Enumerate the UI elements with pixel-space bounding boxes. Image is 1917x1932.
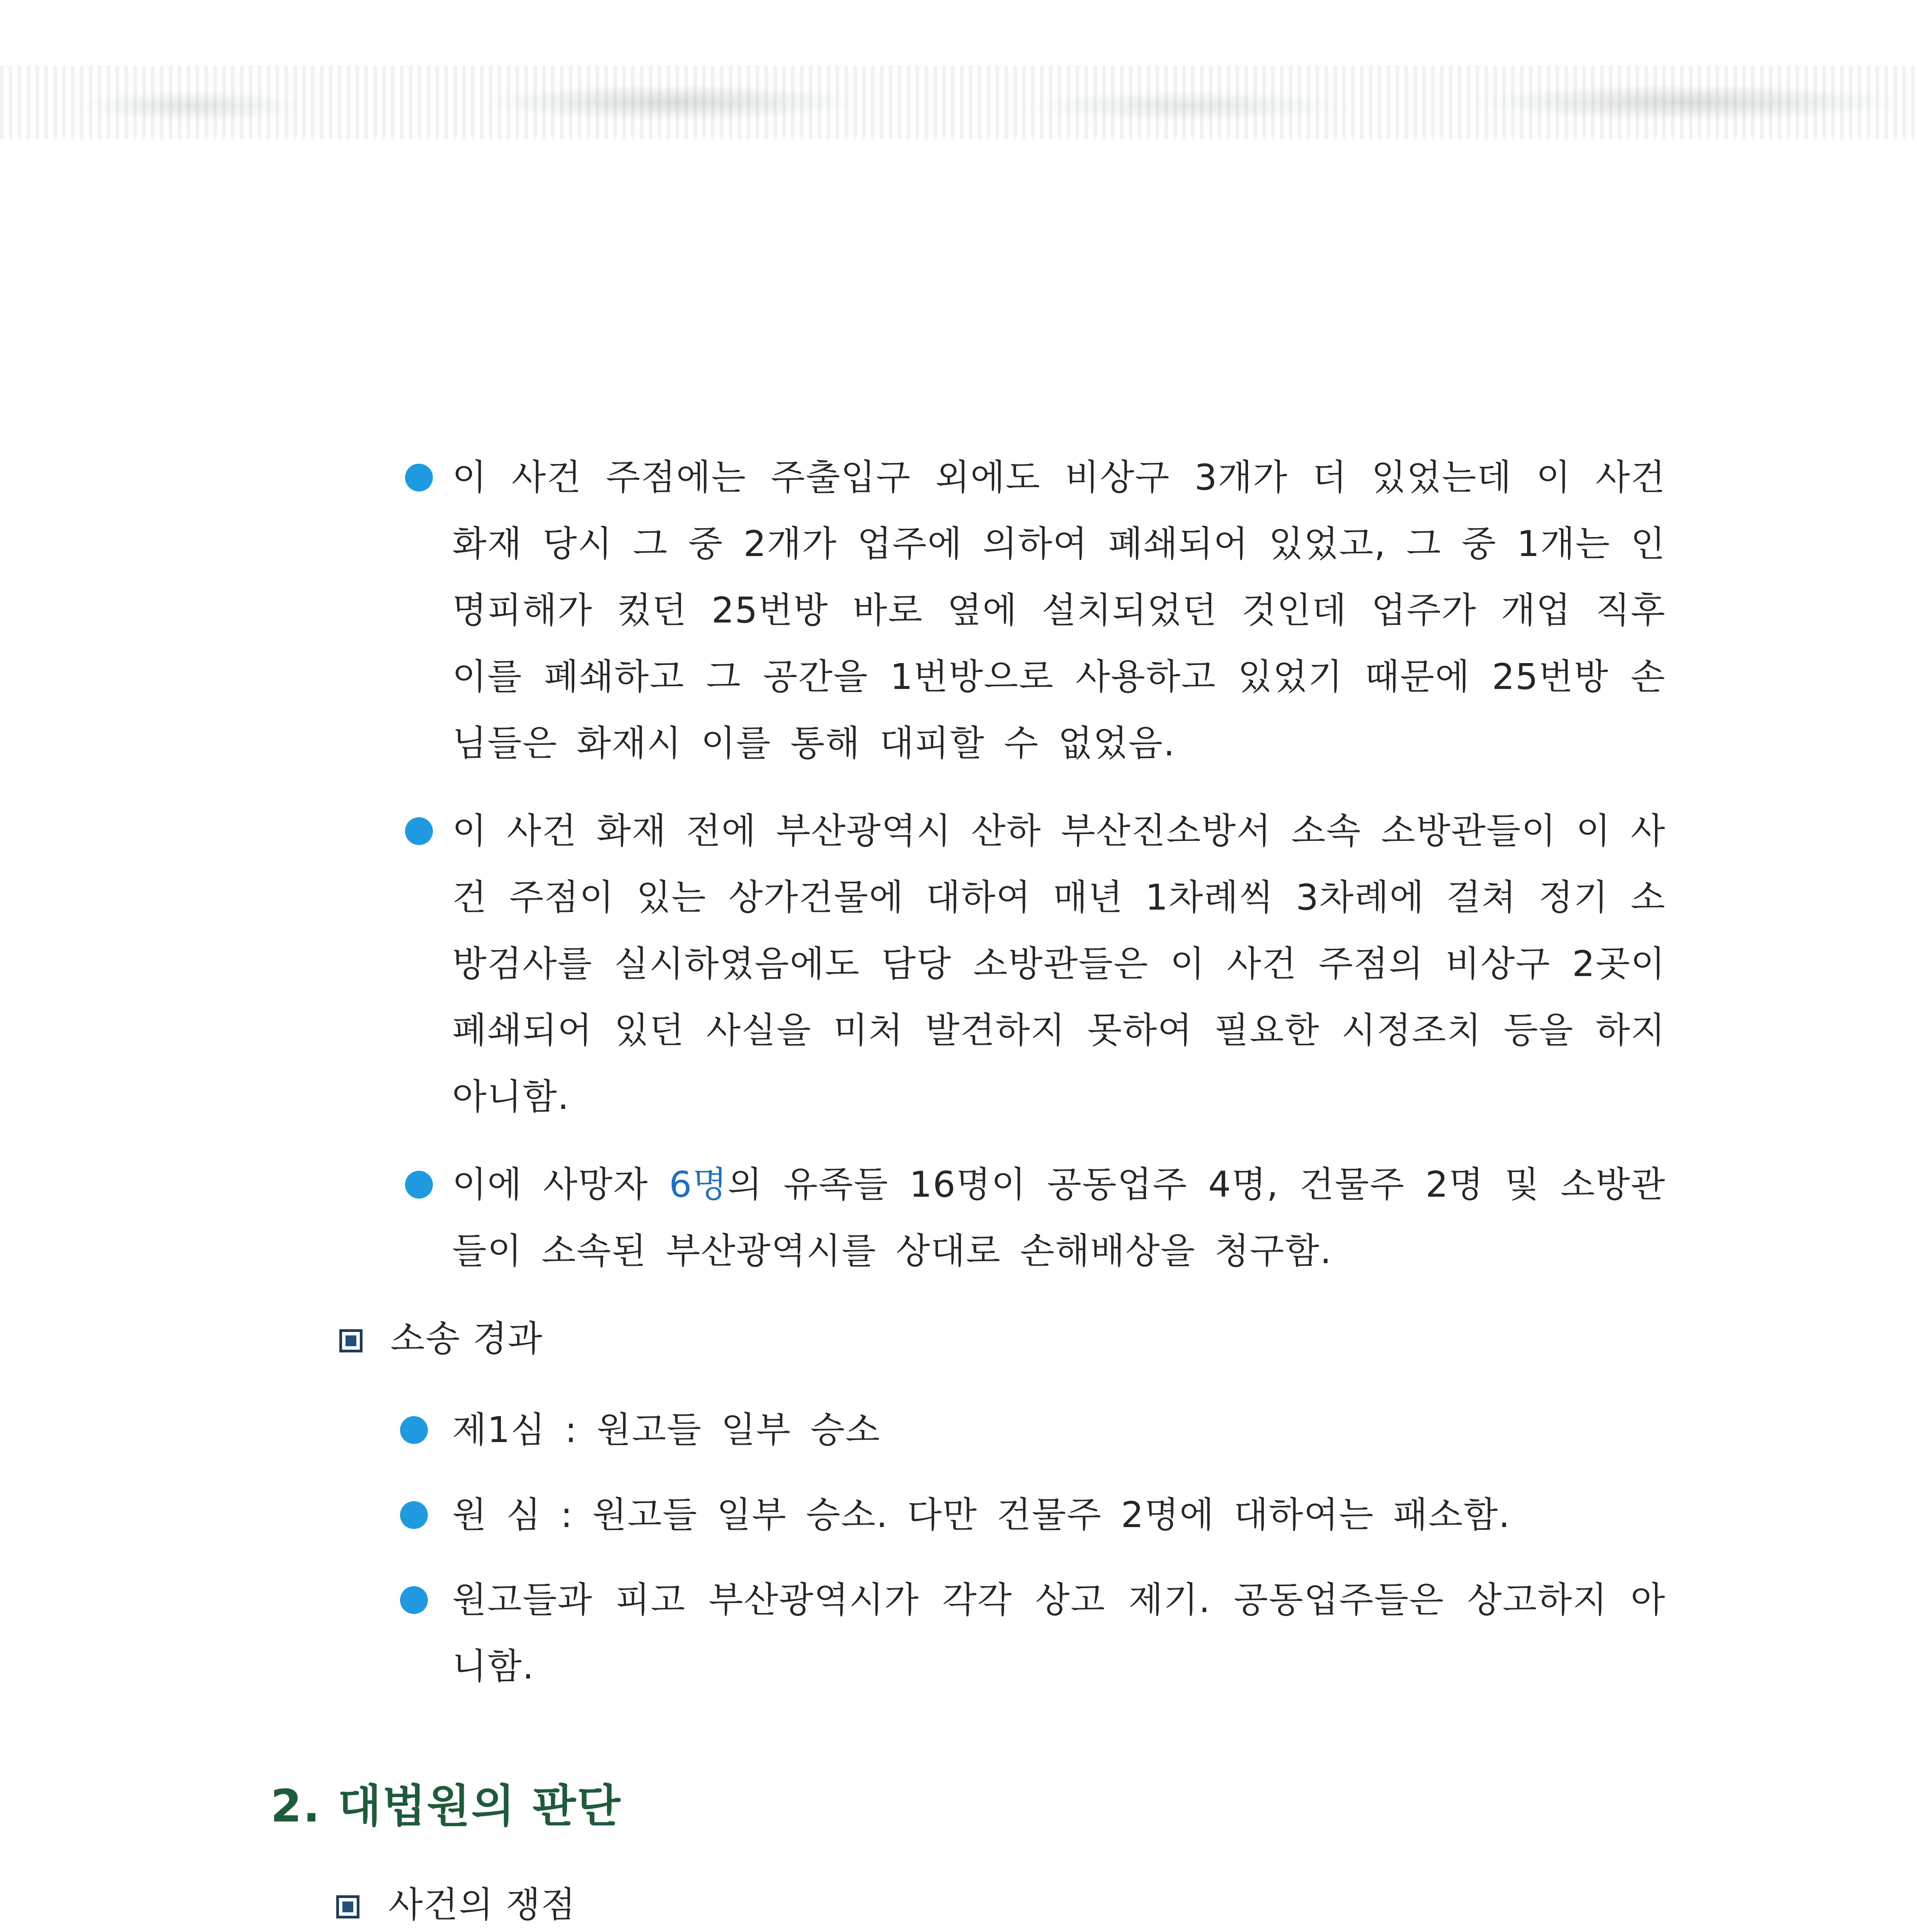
bullet-icon: [405, 1171, 433, 1199]
square-bullet-icon: [336, 1895, 359, 1918]
square-bullet-icon: [339, 1329, 363, 1352]
paragraph-1: 이 사건 주점에는 주출입구 외에도 비상구 3개가 더 있었는데 이 사건 화재 당시 그 중 2개가 업주에 의하여 폐쇄되어 있었고, 그 중 1개는 인명피해가 컸던 25번방 바로 옆에 설치되었던 것인데 업주가 개업 직후 이를 폐쇄하고 그 공간을 1번방으로 사용하고 있었기 때문에 25번방 손님들은 화재시 이를 통해 대피할 수 없었음.: [452, 457, 1666, 764]
bullet-icon: [405, 817, 433, 845]
victim-count-highlight: 6명: [669, 1164, 728, 1205]
lawsuit-heading: 소송 경과: [390, 1318, 543, 1359]
bullet-icon: [400, 1586, 428, 1614]
lawsuit-item-3: 원고들과 피고 부산광역시가 각각 상고 제기. 공동업주들은 상고하지 아니함.: [452, 1579, 1666, 1687]
bullet-icon: [400, 1416, 428, 1444]
lawsuit-item-2: 원 심 : 원고들 일부 승소. 다만 건물주 2명에 대하여는 패소함.: [452, 1494, 1511, 1536]
scan-noise-band: [0, 66, 1917, 139]
paragraph-3-before: 이에 사망자: [452, 1164, 669, 1205]
paragraph-2: 이 사건 화재 전에 부산광역시 산하 부산진소방서 소속 소방관들이 이 사건 주점이 있는 상가건물에 대하여 매년 1차례씩 3차례에 걸쳐 정기 소방검사를 실시하였음에도 담당 소방관들은 이 사건 주점의 비상구 2곳이 폐쇄되어 있던 사실을 미처 발견하지 못하여 필요한 시정조치 등을 하지 아니함.: [452, 810, 1666, 1117]
lawsuit-item-1: 제1심 : 원고들 일부 승소: [452, 1409, 881, 1451]
section-title: 2. 대법원의 판단: [271, 1780, 621, 1832]
bullet-icon: [400, 1501, 428, 1529]
issues-heading: 사건의 쟁점: [388, 1884, 576, 1925]
paragraph-3: [452, 1151, 1666, 1287]
bullet-icon: [405, 464, 433, 492]
paragraph-3-after: 의 유족들 16명이 공동업주 4명, 건물주 2명 및 소방관들이 소속된 부산광역시를 상대로 손해배상을 청구함.: [452, 1164, 1666, 1272]
